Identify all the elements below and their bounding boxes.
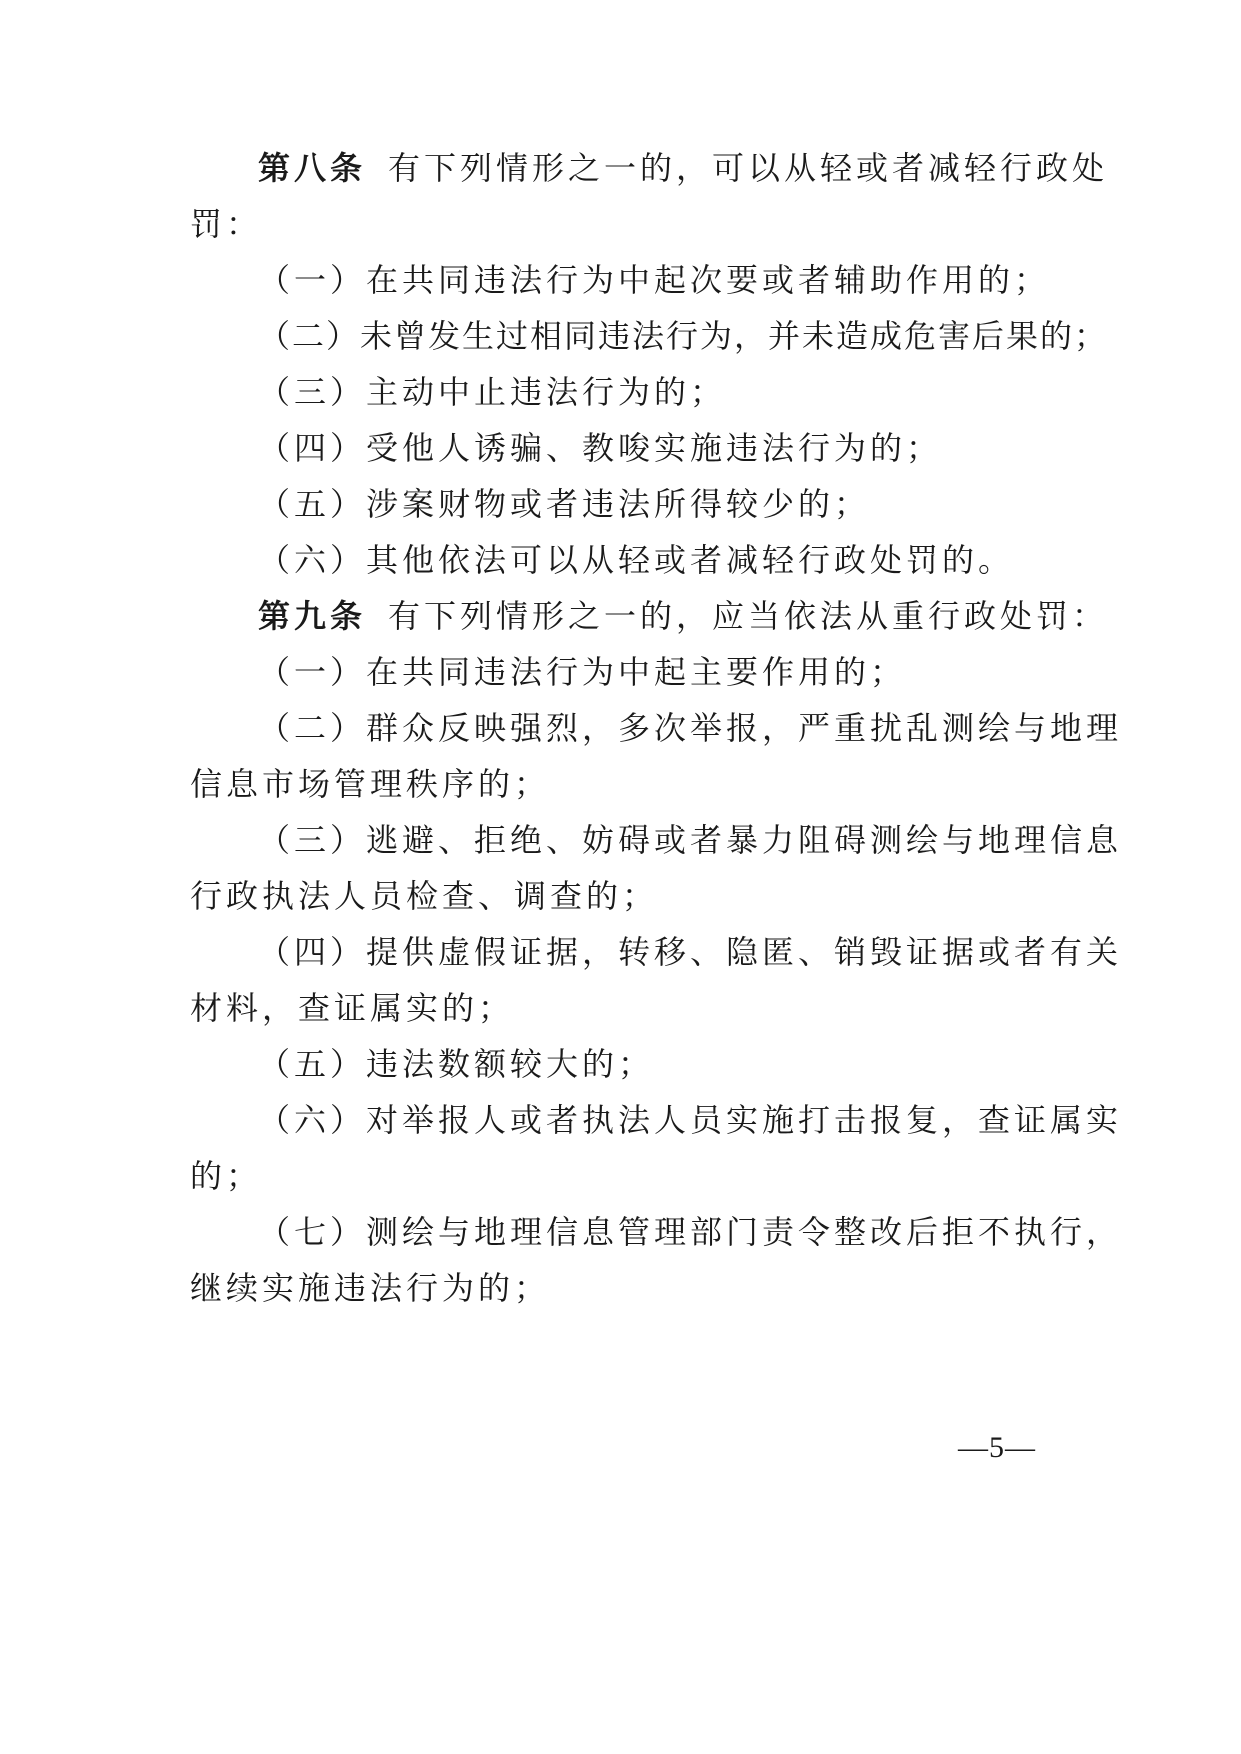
- article-9-intro-text: 有下列情形之一的，应当依法从重行政处罚：: [388, 597, 1109, 635]
- article-9-item-3-line-1: （三）逃避、拒绝、妨碍或者暴力阻碍测绘与地理信息: [258, 821, 1123, 859]
- article-9-item-6-line-1: （六）对举报人或者执法人员实施打击报复，查证属实: [258, 1101, 1123, 1139]
- article-9-item-3-line-2: 行政执法人员检查、调查的；: [190, 877, 659, 915]
- article-9-item-4-line-1: （四）提供虚假证据，转移、隐匿、销毁证据或者有关: [258, 933, 1123, 971]
- article-8-heading: 第八条: [258, 149, 367, 187]
- article-9-item-6-line-2: 的；: [190, 1157, 263, 1195]
- article-9-item-7-line-2: 继续实施违法行为的；: [190, 1269, 551, 1307]
- article-9-item-4-line-2: 材料，查证属实的；: [190, 989, 515, 1027]
- article-9-item-7-line-1: （七）测绘与地理信息管理部门责令整改后拒不执行，: [258, 1213, 1123, 1251]
- article-8-item-6: （六）其他依法可以从轻或者减轻行政处罚的。: [258, 541, 1015, 579]
- article-8-item-5: （五）涉案财物或者违法所得较少的；: [258, 485, 871, 523]
- article-8-first-line: [258, 148, 1109, 188]
- article-9-item-1: （一）在共同违法行为中起主要作用的；: [258, 653, 907, 691]
- article-9-heading: 第九条: [258, 597, 367, 635]
- page-number: —5—: [958, 1431, 1036, 1464]
- article-9-first-line: [258, 596, 1109, 636]
- article-8-item-3: （三）主动中止违法行为的；: [258, 373, 727, 411]
- article-8-intro-text: 有下列情形之一的，可以从轻或者减轻行政处: [388, 149, 1109, 187]
- article-9-item-5: （五）违法数额较大的；: [258, 1045, 655, 1083]
- article-8-item-2: （二）未曾发生过相同违法行为，并未造成危害后果的；: [258, 317, 1109, 355]
- article-8-item-4: （四）受他人诱骗、教唆实施违法行为的；: [258, 429, 943, 467]
- article-9-item-2-line-1: （二）群众反映强烈，多次举报，严重扰乱测绘与地理: [258, 709, 1123, 747]
- article-8-item-1: （一）在共同违法行为中起次要或者辅助作用的；: [258, 261, 1051, 299]
- article-9-item-2-line-2: 信息市场管理秩序的；: [190, 765, 551, 803]
- article-8-intro-continuation: 罚：: [190, 205, 263, 243]
